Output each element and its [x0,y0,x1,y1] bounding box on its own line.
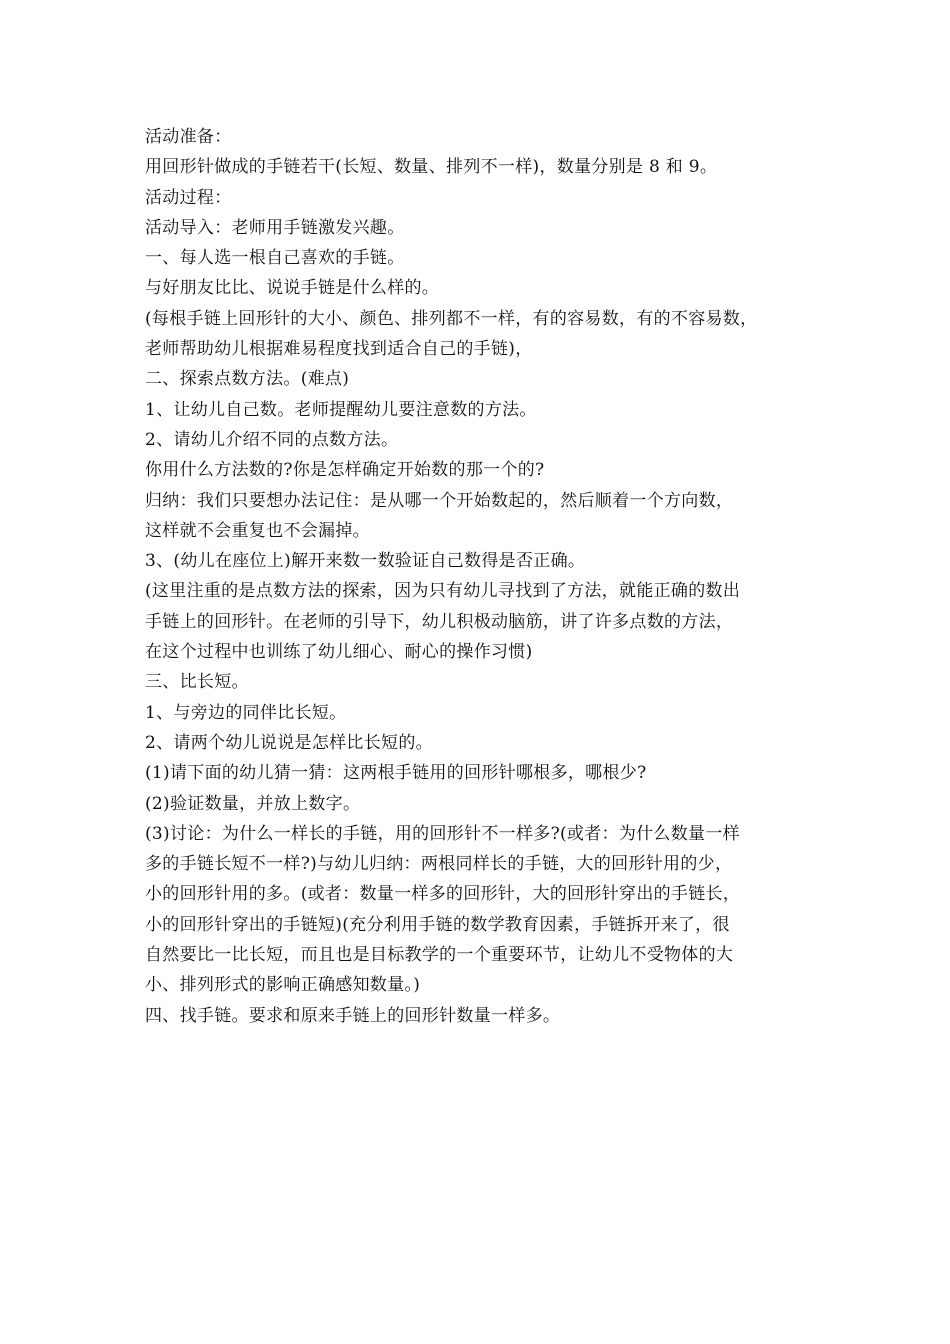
text-line: 在这个过程中也训练了幼儿细心、耐心的操作习惯) [145,642,533,663]
text-line: 一、每人选一根自己喜欢的手链。 [145,248,405,269]
text-line: 老师帮助幼儿根据难易程度找到适合自己的手链)， [145,339,533,360]
text-line: 多的手链长短不一样?)与幼儿归纳：两根同样长的手链，大的回形针用的少， [145,854,733,875]
text-line: 2、请幼儿介绍不同的点数方法。 [145,429,399,450]
text-line: 1、让幼儿自己数。老师提醒幼儿要注意数的方法。 [145,399,537,420]
text-line: 活动准备： [145,127,232,147]
text-line: 小、排列形式的影响正确感知数量。) [145,975,421,996]
text-line: 活动过程： [145,187,232,208]
text-line: 手链上的回形针。在老师的引导下，幼儿积极动脑筋，讲了许多点数的方法， [145,611,734,632]
text-line: 小的回形针用的多。(或者：数量一样多的回形针，大的回形针穿出的手链长， [145,884,741,905]
text-line: 四、找手链。要求和原来手链上的回形针数量一样多。 [145,1005,561,1026]
text-line: (每根手链上回形针的大小、颜色、排列都不一样，有的容易数，有的不容易数， [145,308,758,329]
text-line: 小的回形针穿出的手链短)(充分利用手链的数学教育因素，手链拆开来了，很 [145,914,730,935]
text-line: 2、请两个幼儿说说是怎样比长短的。 [145,732,433,753]
text-line: 活动导入：老师用手链激发兴趣。 [145,217,405,238]
text-line: (3)讨论：为什么一样长的手链，用的回形针不一样多?(或者：为什么数量一样 [145,823,740,844]
text-line: 自然要比一比长短，而且也是目标教学的一个重要环节，让幼儿不受物体的大 [145,945,734,966]
text-line: (1)请下面的幼儿猜一猜：这两根手链用的回形针哪根多，哪根少? [145,763,647,784]
text-line: (2)验证数量，并放上数字。 [145,793,361,814]
text-line: (这里注重的是点数方法的探索，因为只有幼儿寻找到了方法，就能正确的数出 [145,581,741,602]
text-line: 3、(幼儿在座位上)解开来数一数验证自己数得是否正确。 [145,551,586,572]
text-line: 你用什么方法数的?你是怎样确定开始数的那一个的? [145,460,545,481]
text-line: 二、探索点数方法。(难点) [145,369,350,390]
text-line: 用回形针做成的手链若干(长短、数量、排列不一样)，数量分别是 8 和 9。 [145,157,718,178]
text-line: 1、与旁边的同伴比长短。 [145,702,347,723]
document-body [145,122,825,1031]
text-line: 这样就不会重复也不会漏掉。 [145,520,370,541]
text-line: 归纳：我们只要想办法记住：是从哪一个开始数起的，然后顺着一个方向数， [145,490,734,511]
text-line: 三、比长短。 [145,672,249,693]
text-line: 与好朋友比比、说说手链是什么样的。 [145,278,440,299]
